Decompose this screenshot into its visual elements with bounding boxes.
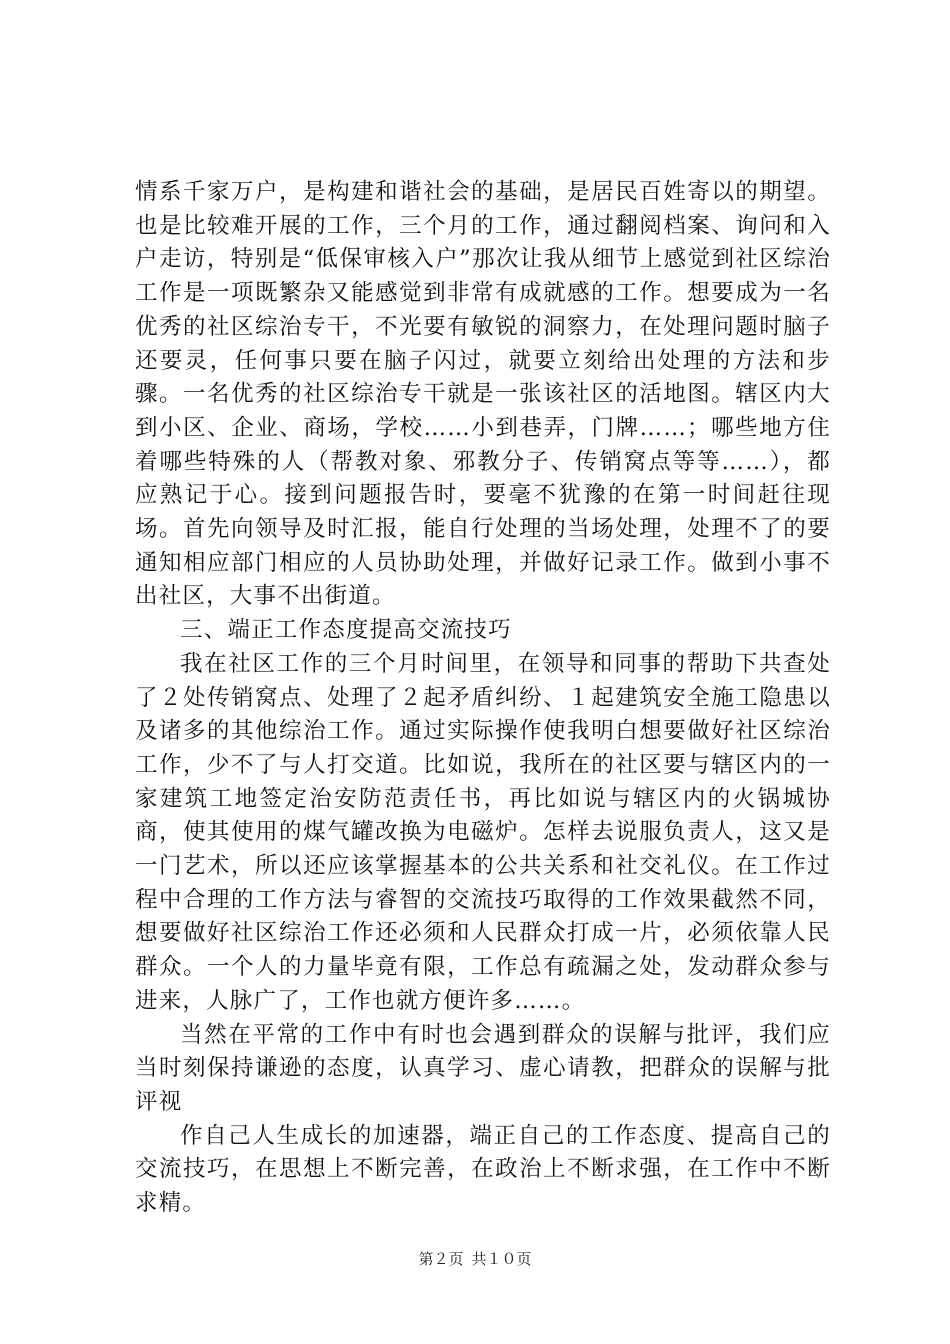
section-heading-3: 三、端正工作态度提高交流技巧 xyxy=(180,617,512,644)
paragraph-3: 我在社区工作的三个月时间里，在领导和同事的帮助下共查处了２处传销窝点、处理了２起矛盾纠纷、１起建筑安全施工隐患以及诸多的其他综治工作。通过实际操作使我明白想要做好社区综治工作，少不了与人打交道。比如说，我所在的社区要与辖区内的一家建筑工地签定治安防范责任书，再比如说与辖区内的火锅城协商，使其使用的煤气罐改换为电磁炉。怎样去说服负责人，这又是一门艺术，所以还应该掌握基本的公共关系和社交礼仪。在工作过程中合理的工作方法与睿智的交流技巧取得的工作效果截然不同，想要做好社区综治工作还必须和人民群众打成一片，必须依靠人民群众。一个人的力量毕竟有限，工作总有疏漏之处，发动群众参与进来，人脉广了，工作也就方便许多……。 xyxy=(135,650,831,1014)
document-body xyxy=(135,176,831,1221)
page-footer xyxy=(0,1249,950,1269)
paragraph-1: 情系千家万户，是构建和谐社会的基础，是居民百姓寄以的期望。也是比较难开展的工作，三个月的工作，通过翻阅档案、询问和入户走访，特别是“低保审核入户”那次让我从细节上感觉到社区综治工作是一项既繁杂又能感觉到非常有成就感的工作。想要成为一名优秀的社区综治专干，不光要有敏锐的洞察力，在处理问题时脑子还要灵，任何事只要在脑子闪过，就要立刻给出处理的方法和步骤。一名优秀的社区综治专干就是一张该社区的活地图。辖区内大到小区、企业、商场，学校……小到巷弄，门牌……；哪些地方住着哪些特殊的人（帮教对象、邪教分子、传销窝点等等……），都应熟记于心。接到问题报告时，要毫不犹豫的在第一时间赶往现场。首先向领导及时汇报，能自行处理的当场处理，处理不了的要通知相应部门相应的人员协助处理，并做好记录工作。做到小事不出社区，大事不出街道。 xyxy=(135,179,831,610)
paragraph-5: 作自己人生成长的加速器，端正自己的工作态度、提高自己的交流技巧，在思想上不断完善，在政治上不断求强，在工作中不断求精。 xyxy=(135,1122,831,1217)
page-total: 共１０页 xyxy=(471,1250,532,1268)
page-number: 第２页 xyxy=(418,1250,464,1268)
paragraph-4: 当然在平常的工作中有时也会遇到群众的误解与批评，我们应当时刻保持谦逊的态度，认真学习、虚心请教，把群众的误解与批评视 xyxy=(135,1021,831,1115)
